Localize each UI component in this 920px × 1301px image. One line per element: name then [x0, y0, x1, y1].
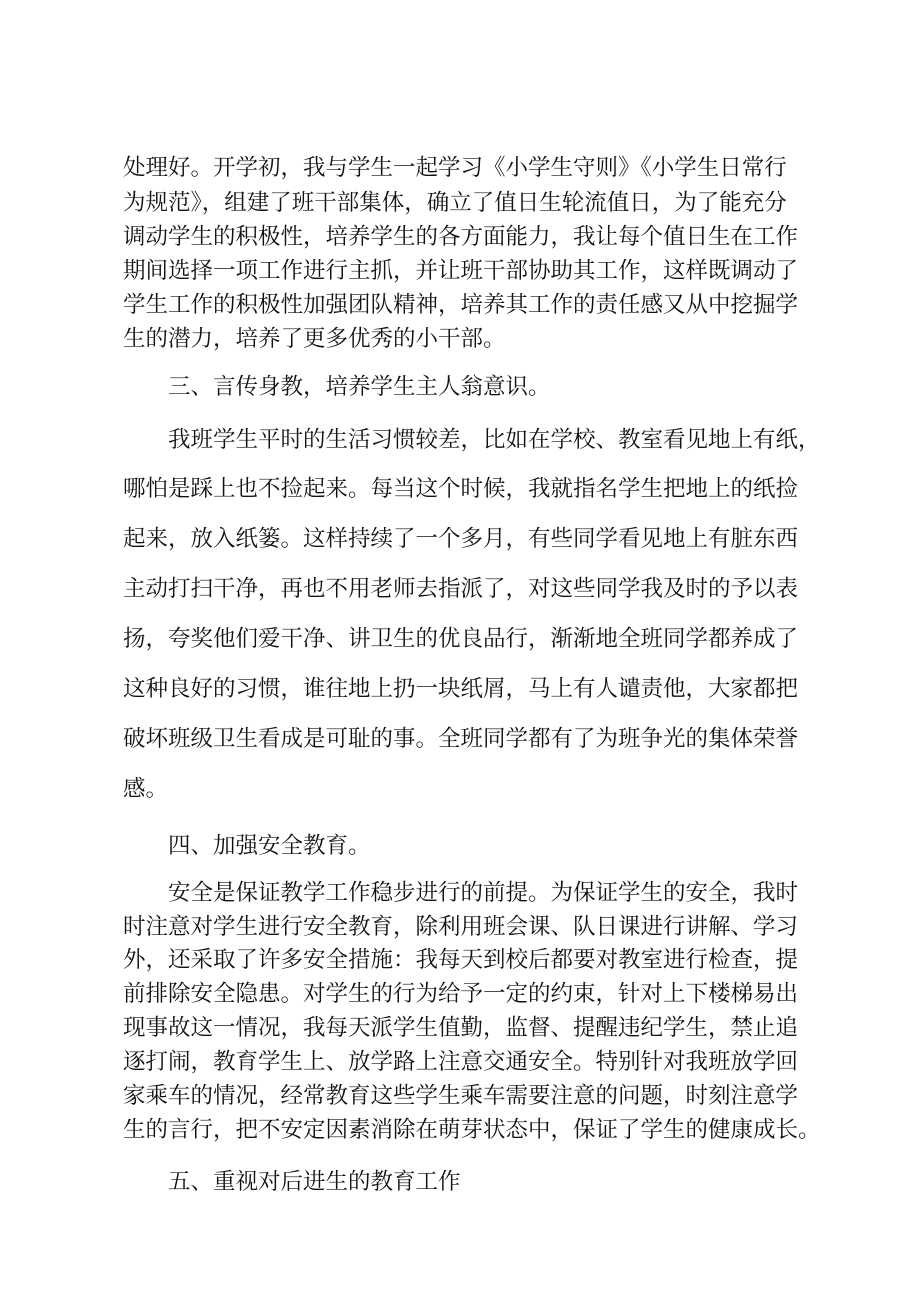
section-heading: 四、加强安全教育。	[168, 833, 371, 859]
text-line: 我班学生平时的生活习惯较差，比如在学校、教室看见地上有纸，	[168, 427, 821, 453]
text-line: 生的言行，把不安定因素消除在萌芽状态中，保证了学生的健康成长。	[123, 1117, 821, 1143]
text-line: 这种良好的习惯，谁往地上扔一块纸屑，马上有人谴责他，大家都把	[123, 676, 799, 702]
text-line: 学生工作的积极性加强团队精神，培养其工作的责任感又从中挖掘学	[123, 292, 799, 318]
text-line: 感。	[123, 776, 169, 802]
text-line: 扬，夸奖他们爱干净、讲卫生的优良品行，渐渐地全班同学都养成了	[123, 626, 799, 652]
text-line: 家乘车的情况，经常教育这些学生乘车需要注意的问题，时刻注意学	[123, 1083, 799, 1109]
text-line: 现事故这一情况，我每天派学生值勤，监督、提醒违纪学生，禁止追	[123, 1015, 799, 1041]
text-line: 安全是保证教学工作稳步进行的前提。为保证学生的安全，我时	[168, 880, 799, 906]
text-line: 逐打闹，教育学生上、放学路上注意交通安全。特别针对我班放学回	[123, 1049, 799, 1075]
text-line: 起来，放入纸篓。这样持续了一个多月，有些同学看见地上有脏东西	[123, 526, 799, 552]
text-line: 时注意对学生进行安全教育，除利用班会课、队日课进行讲解、学习	[123, 914, 799, 940]
text-line: 生的潜力，培养了更多优秀的小干部。	[123, 326, 506, 352]
text-line: 前排除安全隐患。对学生的行为给予一定的约束，针对上下楼梯易出	[123, 981, 799, 1007]
section-heading: 五、重视对后进生的教育工作	[168, 1169, 461, 1195]
text-line: 哪怕是踩上也不捡起来。每当这个时候，我就指名学生把地上的纸捡	[123, 476, 799, 502]
text-line: 处理好。开学初，我与学生一起学习《小学生守则》《小学生日常行	[123, 155, 787, 181]
text-line: 破坏班级卫生看成是可耻的事。全班同学都有了为班争光的集体荣誉	[123, 726, 799, 752]
section-heading: 三、言传身教，培养学生主人翁意识。	[168, 374, 551, 400]
text-line: 为规范》，组建了班干部集体，确立了值日生轮流值日，为了能充分	[123, 190, 787, 216]
text-line: 调动学生的积极性，培养学生的各方面能力，我让每个值日生在工作	[123, 224, 799, 250]
text-line: 外，还采取了许多安全措施：我每天到校后都要对教室进行检查，提	[123, 947, 799, 973]
text-line: 期间选择一项工作进行主抓，并让班干部协助其工作，这样既调动了	[123, 258, 799, 284]
text-line: 主动打扫干净，再也不用老师去指派了，对这些同学我及时的予以表	[123, 576, 799, 602]
